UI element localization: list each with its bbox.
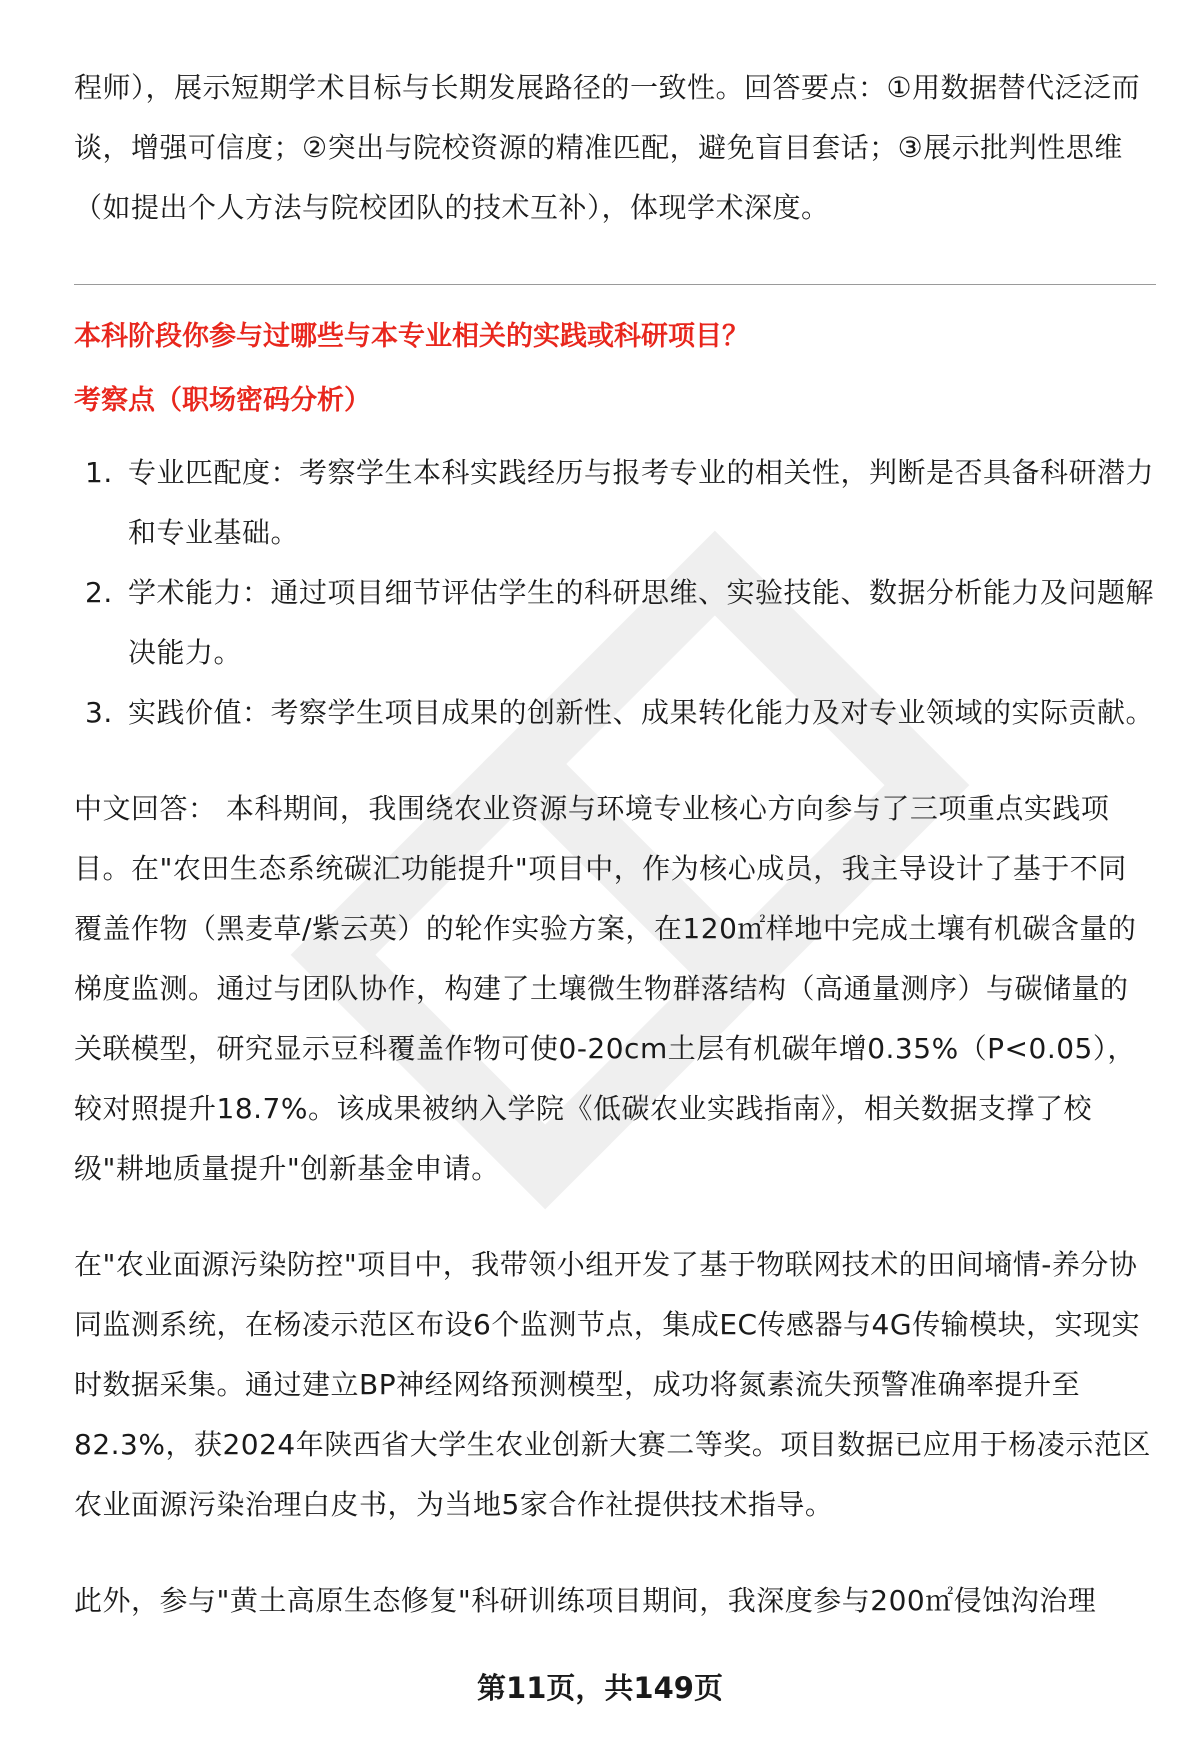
list-item bbox=[74, 683, 1154, 743]
document-page bbox=[74, 58, 1154, 1631]
list-item-number: 1. bbox=[85, 456, 113, 489]
question-heading: 本科阶段你参与过哪些与本专业相关的实践或科研项目？ bbox=[74, 321, 749, 352]
page-number-footer: 第11页，共149页 bbox=[477, 1671, 723, 1705]
intro-paragraph: 程师），展示短期学术目标与长期发展路径的一致性。回答要点：①用数据替代泛泛而谈，增强可信度；②突出与院校资源的精准匹配，避免盲目套话；③展示批判性思维（如提出个人方法与院校团队的技术互补），体现学术深度。 bbox=[74, 71, 1141, 224]
answer-paragraph-2: 在"农业面源污染防控"项目中，我带领小组开发了基于物联网技术的田间墒情-养分协同监测系统，在杨凌示范区布设6个监测节点，集成EC传感器与4G传输模块，实现实时数据采集。通过建立BP神经网络预测模型，成功将氮素流失预警准确率提升至82.3%，获2024年陕西省大学生农业创新大赛二等奖。项目数据已应用于杨凌示范区农业面源污染治理白皮书，为当地5家合作社提供技术指导。 bbox=[74, 1248, 1151, 1521]
list-item bbox=[74, 563, 1154, 683]
list-item-text: 专业匹配度：考察学生本科实践经历与报考专业的相关性，判断是否具备科研潜力和专业基础。 bbox=[128, 456, 1155, 549]
list-item-text: 学术能力：通过项目细节评估学生的科研思维、实验技能、数据分析能力及问题解决能力。 bbox=[128, 576, 1155, 669]
list-item bbox=[74, 443, 1154, 563]
answer-paragraph-3: 此外，参与"黄土高原生态修复"科研训练项目期间，我深度参与200㎡侵蚀沟治理 bbox=[74, 1584, 1097, 1617]
list-item-number: 2. bbox=[85, 576, 113, 609]
list-item-number: 3. bbox=[85, 696, 113, 729]
answer-paragraph-1: 中文回答： 本科期间，我围绕农业资源与环境专业核心方向参与了三项重点实践项目。在"农田生态系统碳汇功能提升"项目中，作为核心成员，我主导设计了基于不同覆盖作物（黑麦草/紫云英）的轮作实验方案，在120㎡样地中完成土壤有机碳含量的梯度监测。通过与团队协作，构建了土壤微生物群落结构（高通量测序）与碳储量的关联模型，研究显示豆科覆盖作物可使0-20cm土层有机碳年增0.35%（P<0.05），较对照提升18.7%。该成果被纳入学院《低碳农业实践指南》，相关数据支撑了校级"耕地质量提升"创新基金申请。 bbox=[74, 792, 1137, 1185]
list-item-text: 实践价值：考察学生项目成果的创新性、成果转化能力及对专业领域的实际贡献。 bbox=[128, 696, 1155, 729]
analysis-heading: 考察点（职场密码分析） bbox=[74, 385, 371, 416]
section-divider bbox=[74, 284, 1156, 285]
analysis-points-list bbox=[74, 443, 1154, 743]
